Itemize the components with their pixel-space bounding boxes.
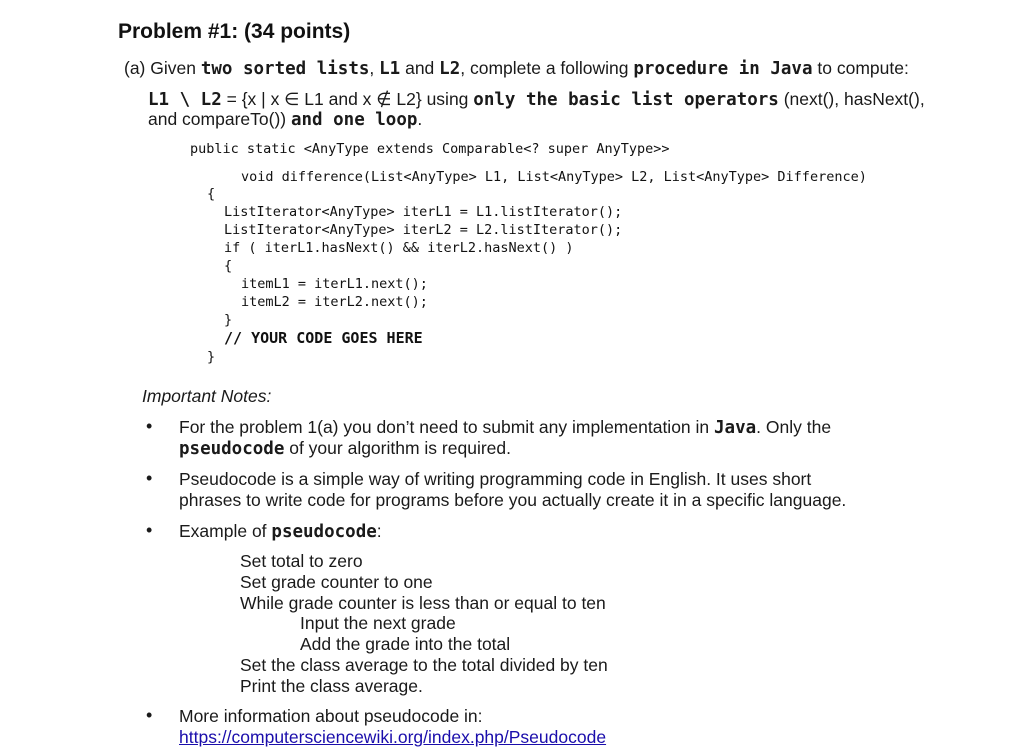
important-notes-title: Important Notes: (142, 386, 272, 406)
pseudocode-wiki-link[interactable]: https://computersciencewiki.org/index.php/Pseudocode (179, 727, 607, 747)
note-1-text-c: of your algorithm is required. (284, 438, 511, 458)
basic-list-operators: only the basic list operators (473, 90, 779, 110)
note-1-text-b: . Only the (756, 417, 832, 437)
pseudo-line-4: Input the next grade (300, 613, 456, 633)
code-close-brace: } (207, 349, 216, 365)
part-a-statement (124, 58, 909, 80)
pseudo-line-7: Print the class average. (240, 676, 423, 696)
note-3-text-b: : (376, 521, 382, 541)
pseudo-line-5: Add the grade into the total (300, 634, 511, 654)
one-loop: and one loop (290, 110, 418, 130)
part-a-text-1: , (369, 58, 380, 78)
note-1-line-1 (179, 417, 831, 439)
note-2-line-1: Pseudocode is a simple way of writing programming code in English. It uses short (179, 469, 812, 489)
formula-line-2 (148, 109, 422, 131)
l1-label: L1 (379, 59, 401, 79)
code-comment: // YOUR CODE GOES HERE (224, 329, 423, 347)
note-3-line (179, 521, 382, 543)
part-a-text-4: to compute: (812, 58, 909, 78)
code-if: if ( iterL1.hasNext() && iterL2.hasNext() ) (224, 240, 574, 256)
code-line-method: void difference(List<AnyType> L1, List<AnyType> L2, List<AnyType> Difference) (241, 169, 867, 185)
pseudocode-word: pseudocode (179, 439, 285, 459)
code-item-l1: itemL1 = iterL1.next(); (241, 276, 428, 292)
java-word: Java (714, 418, 757, 438)
formula-period: . (417, 109, 423, 129)
pseudo-line-2: Set grade counter to one (240, 572, 433, 592)
pseudo-line-1: Set total to zero (240, 551, 363, 571)
compare-to-text: and compareTo()) (148, 109, 291, 129)
note-3-text-a: Example of (179, 521, 272, 541)
part-a-label: (a) Given (124, 58, 201, 78)
note-1-line-2 (179, 438, 511, 460)
note-4-line: More information about pseudocode in: (179, 706, 483, 726)
l2-label: L2 (439, 59, 461, 79)
code-if-close-brace: } (224, 312, 233, 328)
bullet-dot: • (146, 705, 153, 725)
code-iter-l1: ListIterator<AnyType> iterL1 = L1.listIterator(); (224, 204, 623, 220)
bullet-dot: • (146, 416, 153, 436)
pseudo-line-6: Set the class average to the total divided by ten (240, 655, 608, 675)
code-if-open-brace: { (224, 258, 233, 274)
formula-lhs: L1 \ L2 (148, 90, 222, 110)
note-1-text-a: For the problem 1(a) you don’t need to submit any implementation in (179, 417, 715, 437)
code-iter-l2: ListIterator<AnyType> iterL2 = L2.listIterator(); (224, 222, 623, 238)
formula-set: = {x | x ∈ L1 and x ∉ L2} using (221, 89, 474, 109)
code-open-brace: { (207, 186, 216, 202)
pseudo-line-3: While grade counter is less than or equal to ten (240, 593, 606, 613)
bullet-dot: • (146, 520, 153, 540)
two-sorted-lists: two sorted lists (200, 59, 370, 79)
ops-list: (next(), hasNext(), (778, 89, 925, 109)
pseudocode-word-example: pseudocode (271, 522, 377, 542)
code-line-signature: public static <AnyType extends Comparable<? super AnyType>> (190, 141, 670, 157)
part-a-text-2: and (400, 58, 440, 78)
bullet-dot: • (146, 468, 153, 488)
part-a-text-3: , complete a following (460, 58, 634, 78)
problem-title: Problem #1: (34 points) (118, 20, 351, 43)
formula-line-1 (148, 89, 925, 111)
note-2-line-2: phrases to write code for programs before you actually create it in a specific language. (179, 490, 847, 510)
code-item-l2: itemL2 = iterL2.next(); (241, 294, 428, 310)
procedure-in-java: procedure in Java (633, 59, 813, 79)
